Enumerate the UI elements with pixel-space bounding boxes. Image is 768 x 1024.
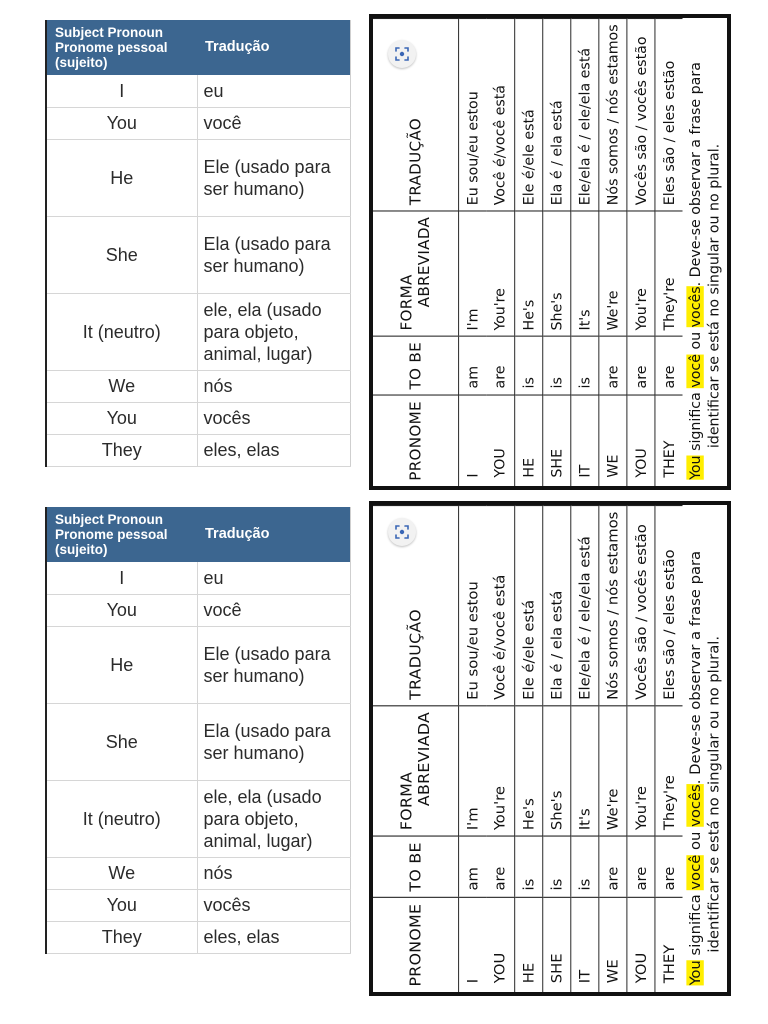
to-be-cell: am bbox=[458, 836, 486, 897]
translation-cell: Eu sou/eu estou bbox=[458, 19, 486, 211]
pronoun-row bbox=[46, 594, 350, 626]
translation-cell: vocês bbox=[197, 402, 350, 434]
translation-cell: Eles são / eles estão bbox=[654, 19, 682, 211]
to-be-cell: are bbox=[598, 336, 626, 395]
verb-row bbox=[626, 506, 654, 992]
translation-cell: Ela é / ela está bbox=[542, 19, 570, 211]
header-forma-abreviada: FORMA ABREVIADA bbox=[373, 211, 458, 336]
pronoun-cell: They bbox=[46, 921, 197, 953]
pronoun-cell: HE bbox=[514, 395, 542, 486]
short-form-cell: I'm bbox=[458, 706, 486, 836]
pronoun-cell: We bbox=[46, 857, 197, 889]
highlight-voces: vocês bbox=[686, 784, 704, 827]
short-form-cell: It's bbox=[570, 211, 598, 336]
header-subject-pronoun: Subject Pronoun Pronome pessoal (sujeito) bbox=[46, 20, 197, 75]
to-be-cell: is bbox=[570, 836, 598, 897]
translation-cell: Eu sou/eu estou bbox=[458, 506, 486, 706]
pronoun-row bbox=[46, 293, 350, 370]
to-be-cell: are bbox=[486, 336, 514, 395]
pronoun-row bbox=[46, 562, 350, 594]
short-form-cell: We're bbox=[598, 706, 626, 836]
verb-row bbox=[654, 506, 682, 992]
translation-cell: ele, ela (usado para objeto, animal, lugar) bbox=[197, 780, 350, 857]
highlight-you: You bbox=[686, 960, 704, 986]
to-be-cell: is bbox=[570, 336, 598, 395]
translation-cell: você bbox=[197, 594, 350, 626]
pronoun-cell: YOU bbox=[626, 395, 654, 486]
pronoun-cell: I bbox=[458, 395, 486, 486]
verb-row bbox=[654, 19, 682, 486]
header-pronome: PRONOME bbox=[373, 395, 458, 486]
to-be-cell: are bbox=[598, 836, 626, 897]
translation-cell: Ele/ela é / ele/ela está bbox=[570, 506, 598, 706]
pronoun-cell: THEY bbox=[654, 898, 682, 992]
pronoun-cell: We bbox=[46, 370, 197, 402]
to-be-cell: is bbox=[514, 836, 542, 897]
pronoun-row bbox=[46, 889, 350, 921]
short-form-cell: They're bbox=[654, 211, 682, 336]
to-be-cell: are bbox=[654, 336, 682, 395]
translation-cell: eu bbox=[197, 75, 350, 107]
translation-cell: Eles são / eles estão bbox=[654, 506, 682, 706]
header-subject-pronoun: Subject Pronoun Pronome pessoal (sujeito) bbox=[46, 507, 197, 562]
verb-row bbox=[458, 19, 486, 486]
verb-table-image-top bbox=[369, 14, 731, 490]
translation-cell: Ela (usado para ser humano) bbox=[197, 703, 350, 780]
short-form-cell: She's bbox=[542, 706, 570, 836]
pronoun-cell: I bbox=[46, 75, 197, 107]
pronoun-row bbox=[46, 139, 350, 216]
to-be-cell: are bbox=[626, 836, 654, 897]
short-form-cell: It's bbox=[570, 706, 598, 836]
to-be-cell: are bbox=[654, 836, 682, 897]
pronoun-cell: He bbox=[46, 626, 197, 703]
pronoun-cell: I bbox=[458, 898, 486, 992]
translation-cell: vocês bbox=[197, 889, 350, 921]
to-be-cell: are bbox=[626, 336, 654, 395]
header-traducao: TRADUÇÃO bbox=[373, 19, 458, 211]
short-form-cell: I'm bbox=[458, 211, 486, 336]
to-be-cell: are bbox=[486, 836, 514, 897]
pronoun-cell: They bbox=[46, 434, 197, 466]
pronoun-cell: IT bbox=[570, 898, 598, 992]
verb-row bbox=[486, 506, 514, 992]
pronoun-table-bottom bbox=[45, 507, 351, 954]
to-be-cell: is bbox=[542, 836, 570, 897]
translation-cell: você bbox=[197, 107, 350, 139]
to-be-cell: am bbox=[458, 336, 486, 395]
short-form-cell: They're bbox=[654, 706, 682, 836]
translation-cell: Você é/você está bbox=[486, 19, 514, 211]
translation-cell: ele, ela (usado para objeto, animal, lugar) bbox=[197, 293, 350, 370]
verb-header-row bbox=[373, 19, 458, 486]
pronoun-rows bbox=[46, 562, 350, 953]
pronoun-cell: SHE bbox=[542, 898, 570, 992]
pronoun-row bbox=[46, 434, 350, 466]
translation-cell: Você é/você está bbox=[486, 506, 514, 706]
short-form-cell: She's bbox=[542, 211, 570, 336]
verb-row bbox=[542, 19, 570, 486]
verb-table-rotated bbox=[373, 505, 727, 992]
translation-cell: Nós somos / nós estamos bbox=[598, 19, 626, 211]
translation-cell: nós bbox=[197, 857, 350, 889]
pronoun-table-top bbox=[45, 20, 351, 467]
translation-cell: Vocês são / vocês estão bbox=[626, 19, 654, 211]
verb-row bbox=[598, 19, 626, 486]
highlight-you: You bbox=[686, 455, 704, 480]
translation-cell: Ela é / ela está bbox=[542, 506, 570, 706]
translation-cell: Ele é/ele está bbox=[514, 19, 542, 211]
verb-row bbox=[570, 506, 598, 992]
pronoun-row bbox=[46, 402, 350, 434]
verb-row bbox=[626, 19, 654, 486]
pronoun-cell: You bbox=[46, 107, 197, 139]
pronoun-row bbox=[46, 780, 350, 857]
verb-row bbox=[458, 506, 486, 992]
header-traducao: TRADUÇÃO bbox=[373, 506, 458, 706]
translation-cell: Ele é/ele está bbox=[514, 506, 542, 706]
to-be-cell: is bbox=[542, 336, 570, 395]
pronoun-cell: He bbox=[46, 139, 197, 216]
pronoun-row bbox=[46, 216, 350, 293]
highlight-voce: você bbox=[686, 854, 704, 890]
pronoun-cell: She bbox=[46, 703, 197, 780]
verb-table bbox=[373, 18, 683, 486]
pronoun-cell: YOU bbox=[626, 898, 654, 992]
to-be-cell: is bbox=[514, 336, 542, 395]
pronoun-cell: HE bbox=[514, 898, 542, 992]
pronoun-cell: WE bbox=[598, 898, 626, 992]
translation-cell: Ele (usado para ser humano) bbox=[197, 139, 350, 216]
verb-row bbox=[542, 506, 570, 992]
translation-cell: Ele/ela é / ele/ela está bbox=[570, 19, 598, 211]
usage-note: You significa você ou vocês. Deve-se observar a frase para identificar se está no singular ou no plural. bbox=[683, 505, 727, 992]
header-traducao: Tradução bbox=[197, 507, 350, 562]
pronoun-cell: YOU bbox=[486, 898, 514, 992]
pronoun-cell: YOU bbox=[486, 395, 514, 486]
highlight-voces: vocês bbox=[686, 286, 704, 328]
short-form-cell: You're bbox=[626, 706, 654, 836]
short-form-cell: You're bbox=[486, 706, 514, 836]
header-forma-abreviada: FORMA ABREVIADA bbox=[373, 706, 458, 836]
verb-row bbox=[514, 19, 542, 486]
pronoun-row bbox=[46, 626, 350, 703]
translation-cell: Ela (usado para ser humano) bbox=[197, 216, 350, 293]
pronoun-row bbox=[46, 107, 350, 139]
short-form-cell: We're bbox=[598, 211, 626, 336]
usage-note-line2: identificar se está no singular ou no plural. bbox=[704, 143, 723, 449]
verb-header-row bbox=[373, 506, 458, 992]
header-traducao: Tradução bbox=[197, 20, 350, 75]
pronoun-cell: IT bbox=[570, 395, 598, 486]
pronoun-row bbox=[46, 921, 350, 953]
translation-cell: eles, elas bbox=[197, 434, 350, 466]
short-form-cell: You're bbox=[486, 211, 514, 336]
pronoun-cell: WE bbox=[598, 395, 626, 486]
verb-row bbox=[598, 506, 626, 992]
pronoun-cell: You bbox=[46, 402, 197, 434]
short-form-cell: You're bbox=[626, 211, 654, 336]
expand-icon[interactable] bbox=[388, 40, 416, 68]
usage-note: You significa você ou vocês. Deve-se observar a frase para identificar se está no singular ou no plural. bbox=[683, 18, 727, 486]
header-to-be: TO BE bbox=[373, 836, 458, 897]
translation-cell: eles, elas bbox=[197, 921, 350, 953]
translation-cell: nós bbox=[197, 370, 350, 402]
pronoun-cell: You bbox=[46, 889, 197, 921]
pronoun-row bbox=[46, 75, 350, 107]
short-form-cell: He's bbox=[514, 211, 542, 336]
pronoun-cell: It (neutro) bbox=[46, 780, 197, 857]
verb-table bbox=[373, 505, 683, 992]
verb-row bbox=[514, 506, 542, 992]
translation-cell: Nós somos / nós estamos bbox=[598, 506, 626, 706]
header-pronome: PRONOME bbox=[373, 898, 458, 992]
pronoun-cell: SHE bbox=[542, 395, 570, 486]
verb-table-rotated bbox=[373, 18, 727, 486]
pronoun-row bbox=[46, 370, 350, 402]
short-form-cell: He's bbox=[514, 706, 542, 836]
expand-icon[interactable] bbox=[388, 518, 416, 546]
verb-row bbox=[486, 19, 514, 486]
verb-table-image-bottom bbox=[369, 501, 731, 996]
pronoun-rows bbox=[46, 75, 350, 466]
verb-row bbox=[570, 19, 598, 486]
highlight-voce: você bbox=[686, 354, 704, 388]
pronoun-row bbox=[46, 857, 350, 889]
pronoun-cell: She bbox=[46, 216, 197, 293]
pronoun-cell: I bbox=[46, 562, 197, 594]
header-to-be: TO BE bbox=[373, 336, 458, 395]
translation-cell: Vocês são / vocês estão bbox=[626, 506, 654, 706]
usage-note-line2: identificar se está no singular ou no plural. bbox=[704, 635, 723, 953]
pronoun-cell: It (neutro) bbox=[46, 293, 197, 370]
pronoun-cell: You bbox=[46, 594, 197, 626]
pronoun-row bbox=[46, 703, 350, 780]
translation-cell: eu bbox=[197, 562, 350, 594]
pronoun-cell: THEY bbox=[654, 395, 682, 486]
translation-cell: Ele (usado para ser humano) bbox=[197, 626, 350, 703]
